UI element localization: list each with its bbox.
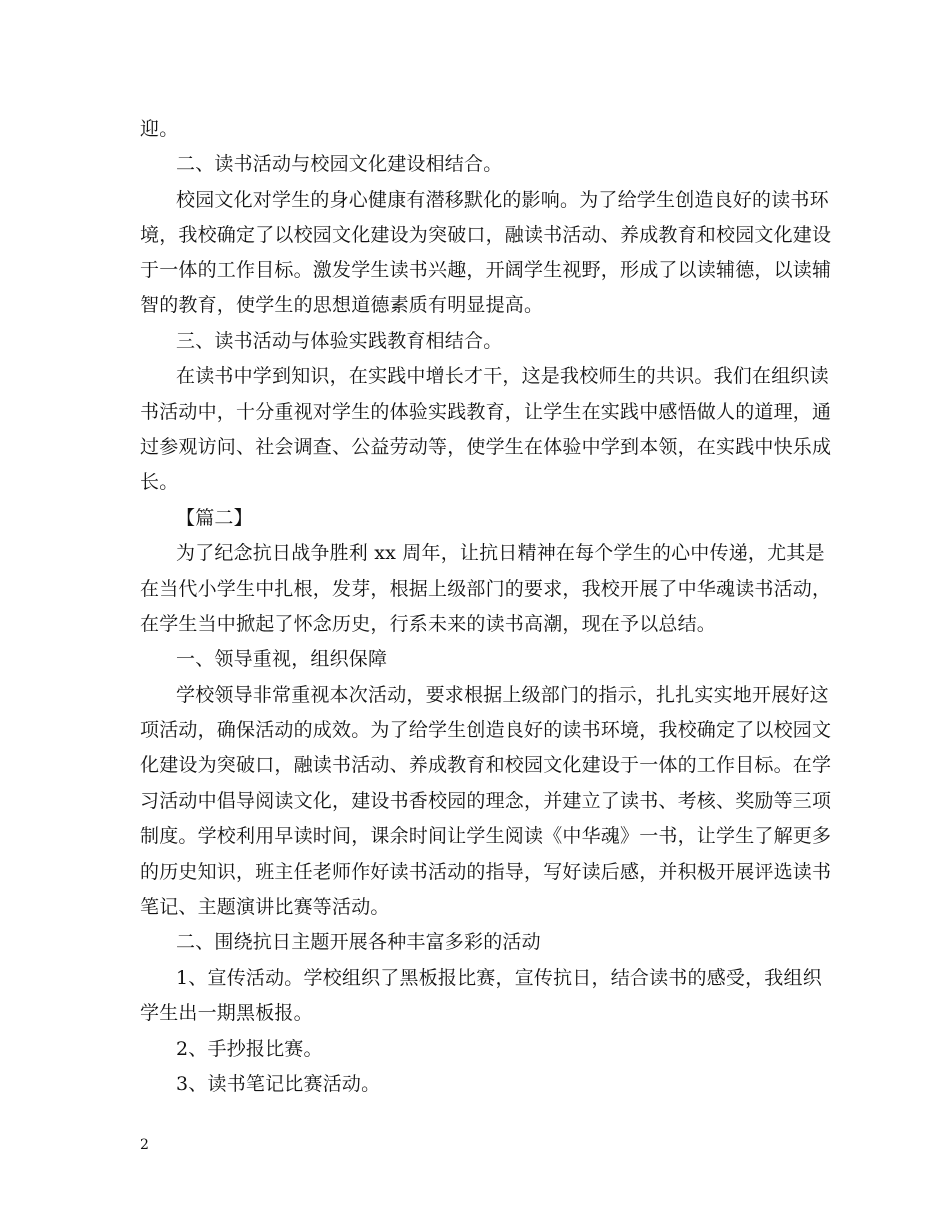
paragraph-line: 在学生当中掀起了怀念历史，行系未来的读书高潮，现在予以总结。 <box>140 613 717 635</box>
paragraph-line: 书活动中，十分重视对学生的体验实践教育，让学生在实践中感悟做人的道理，通 <box>140 401 832 423</box>
paragraph-line: 学生出一期黑板报。 <box>140 1002 313 1024</box>
list-item: 2、手抄报比赛。 <box>176 1038 323 1060</box>
paragraph-line: 习活动中倡导阅读文化，建设书香校园的理念，并建立了读书、考核、奖励等三项 <box>140 790 832 812</box>
paragraph-line: 为了纪念抗日战争胜利 xx 周年，让抗日精神在每个学生的心中传递，尤其是 <box>176 542 825 564</box>
part-heading: 【篇二】 <box>176 507 253 529</box>
paragraph-line: 迎。 <box>140 118 179 140</box>
paragraph-line: 在当代小学生中扎根，发芽，根据上级部门的要求，我校开展了中华魂读书活动， <box>140 578 832 600</box>
paragraph-line: 境，我校确定了以校园文化建设为突破口，融读书活动、养成教育和校园文化建设 <box>140 224 832 246</box>
section-heading: 一、领导重视，组织保障 <box>176 648 388 670</box>
paragraph-line: 智的教育，使学生的思想道德素质有明显提高。 <box>140 294 544 316</box>
paragraph-line: 过参观访问、社会调查、公益劳动等，使学生在体验中学到本领，在实践中快乐成 <box>140 436 832 458</box>
list-item: 3、读书笔记比赛活动。 <box>176 1073 381 1095</box>
paragraph-line: 学校领导非常重视本次活动，要求根据上级部门的指示，扎扎实实地开展好这 <box>176 684 829 706</box>
page-number: 2 <box>140 1137 149 1153</box>
section-heading: 三、读书活动与体验实践教育相结合。 <box>176 330 503 352</box>
paragraph-line: 校园文化对学生的身心健康有潜移默化的影响。为了给学生创造良好的读书环 <box>176 189 829 211</box>
paragraph-line: 化建设为突破口，融读书活动、养成教育和校园文化建设于一体的工作目标。在学 <box>140 754 832 776</box>
section-heading: 二、围绕抗日主题开展各种丰富多彩的活动 <box>176 931 541 953</box>
paragraph-line: 制度。学校利用早读时间，课余时间让学生阅读《中华魂》一书，让学生了解更多 <box>140 825 832 847</box>
paragraph-line: 项活动，确保活动的成效。为了给学生创造良好的读书环境，我校确定了以校园文 <box>140 719 832 741</box>
paragraph-line: 1、宣传活动。学校组织了黑板报比赛，宣传抗日，结合读书的感受，我组织 <box>176 967 822 989</box>
paragraph-line: 长。 <box>140 471 179 493</box>
paragraph-line: 在读书中学到知识，在实践中增长才干，这是我校师生的共识。我们在组织读 <box>176 365 829 387</box>
section-heading: 二、读书活动与校园文化建设相结合。 <box>176 153 503 175</box>
paragraph-line: 笔记、主题演讲比赛等活动。 <box>140 896 390 918</box>
paragraph-line: 的历史知识，班主任老师作好读书活动的指导，写好读后感，并积极开展评选读书 <box>140 861 832 883</box>
paragraph-line: 于一体的工作目标。激发学生读书兴趣，开阔学生视野，形成了以读辅德，以读辅 <box>140 259 832 281</box>
